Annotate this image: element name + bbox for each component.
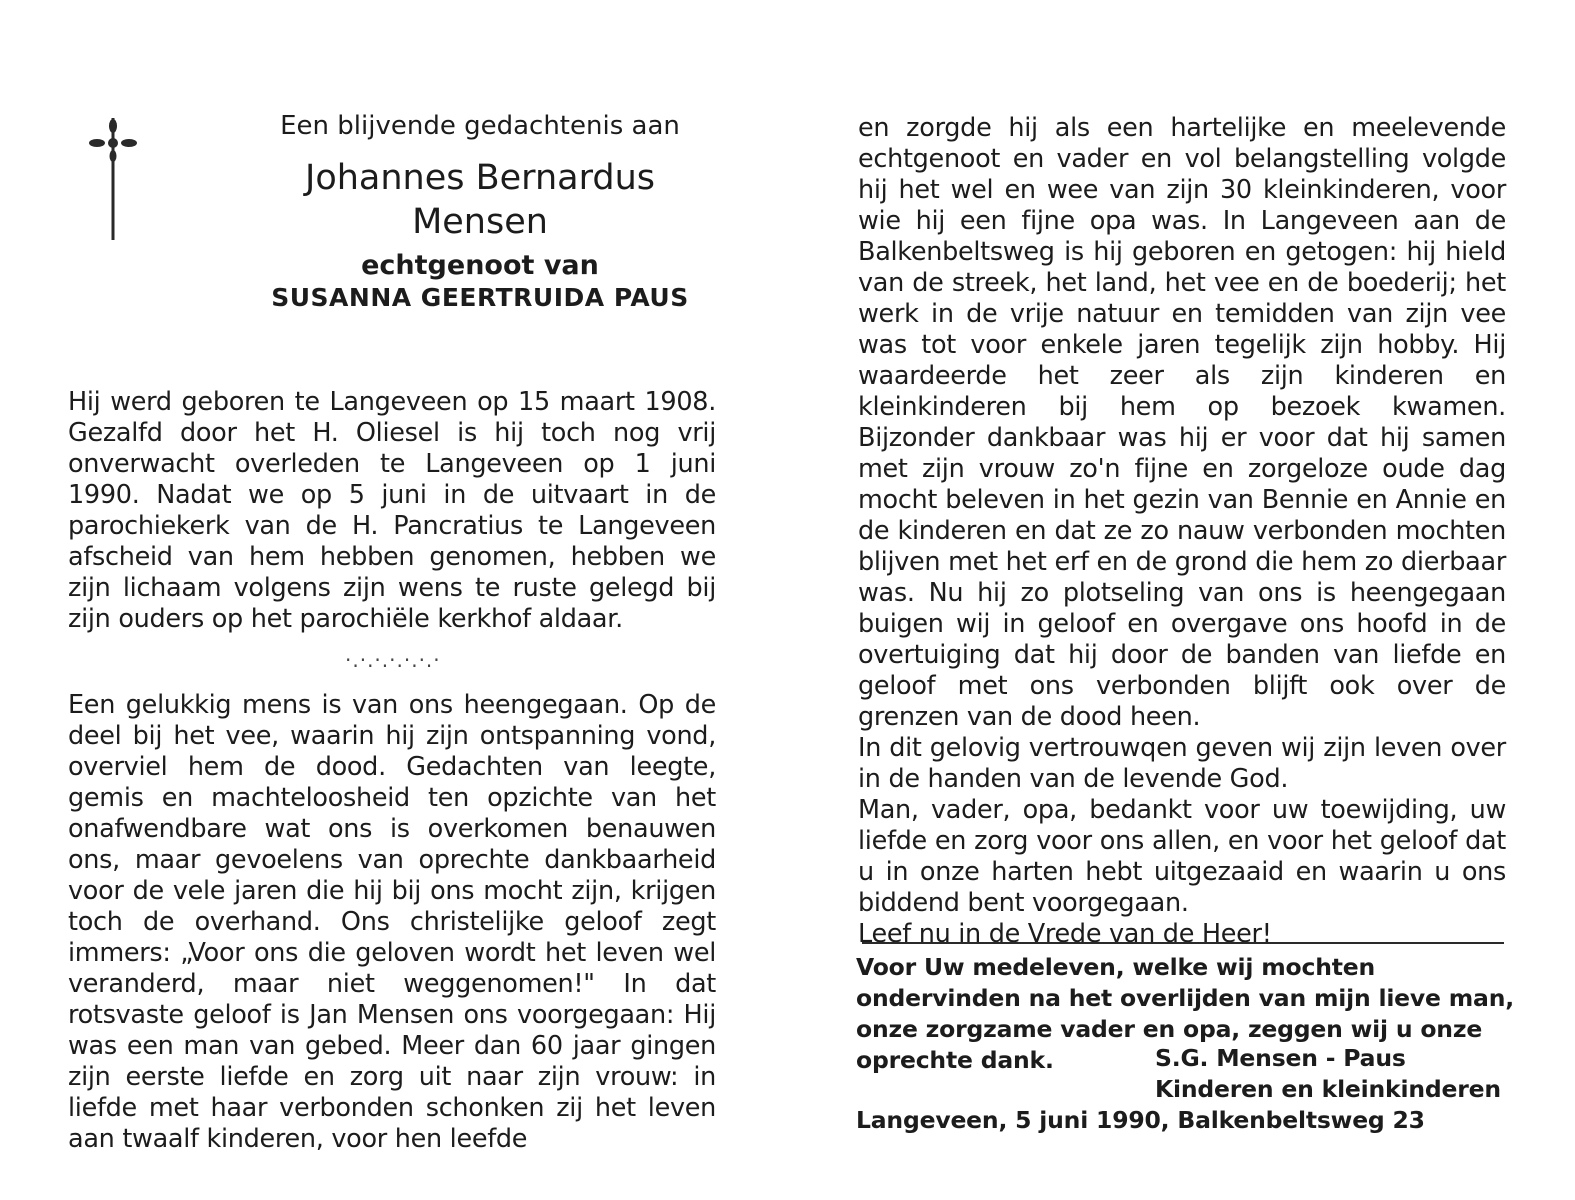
reflection-paragraph: Een gelukkig mens is van ons heengegaan. Op de deel bij het vee, waarin hij zijn ontspanning vond, overviel hem de dood. Gedachten van leegte, gemis en machteloosheid ten opzichte van het onafwendbare wat ons is overkomen benauwen ons, maar gevoelens van oprechte dankbaarheid voor de vele jaren die hij bij ons mocht zijn, krijgen toch de overhand. Ons christelijke geloof zegt immers: „Voor ons die geloven wordt het leven wel veranderd, maar niet weggenomen!" In dat rotsvaste geloof is Jan Mensen ons voorgegaan: Hij was een man van gebed. Meer dan 60 jaar gingen zijn eerste liefde en zorg uit naar zijn vrouw: in liefde met haar verbonden schonken zij het leven aan twaalf kinderen, voor hen leefde (68, 690, 716, 1154)
deceased-name-line1: Johannes Bernardus (305, 158, 655, 198)
divider-line (862, 942, 1504, 944)
spouse-label: echtgenoot van (361, 250, 599, 281)
intro-line: Een blijvende gedachtenis aan (280, 111, 680, 141)
dotted-separator: ·.·.·.·.·.·.· (345, 648, 441, 672)
cross-icon (88, 116, 138, 242)
continuation-paragraph: en zorgde hij als een hartelijke en meelevende echtgenoot en vader en vol belangstelling volgde hij het wel en wee van zijn 30 kleinkinderen, voor wie hij een fijne opa was. In Langeveen aan de Balkenbeltsweg is hij geboren en getogen: hij hield van de streek, het land, het vee en de boederij; het werk in de vrije natuur en temidden van zijn vee was tot voor enkele jaren tegelijk zijn hobby. Hij waardeerde het zeer als zijn kinderen en kleinkinderen bij hem op bezoek kwamen. Bijzonder dankbaar was hij er voor dat hij samen met zijn vrouw zo'n fijne en zorgeloze oude dag mocht beleven in het gezin van Bennie en Annie en de kinderen en dat ze zo nauw verbonden mochten blijven met het erf en de grond die hem zo dierbaar was. Nu hij zo plotseling van ons is heengegaan buigen wij in geloof en overgave ons hoofd in de overtuiging dat hij door de banden van liefde en geloof met ons verbonden blijft ook over de grenzen van de dood heen. (858, 113, 1506, 732)
spouse-name: SUSANNA GEERTRUIDA PAUS (271, 283, 689, 312)
farewell-line: Leef nu in de Vrede van de Heer! (858, 919, 1272, 949)
place-date-line: Langeveen, 5 juni 1990, Balkenbeltsweg 23 (856, 1106, 1425, 1134)
signature-line1: S.G. Mensen - Paus (1155, 1044, 1406, 1072)
heading-block (245, 106, 715, 314)
signature-line2: Kinderen en kleinkinderen (1155, 1075, 1501, 1103)
acknowledgement-text: Voor Uw medeleven, welke wij mochten ondervinden na het overlijden van mijn lieve man, onze zorgzame vader en opa, zeggen wij u onze oprechte dank. (856, 953, 1514, 1074)
signature-block (1155, 1043, 1555, 1105)
thanks-to-him-paragraph: Man, vader, opa, bedankt voor uw toewijding, uw liefde en zorg voor ons allen, en voor het geloof dat u in onze harten hebt uitgezaaid en waarin u ons biddend bent voorgegaan. (858, 795, 1506, 918)
trust-paragraph: In dit gelovig vertrouwqen geven wij zijn leven over in de handen van de levende God. (858, 733, 1506, 794)
biography-paragraph: Hij werd geboren te Langeveen op 15 maart 1908. Gezalfd door het H. Oliesel is hij toch nog vrij onverwacht overleden te Langeveen op 1 juni 1990. Nadat we op 5 juni in de uitvaart in de parochiekerk van de H. Pancratius te Langeveen afscheid van hem hebben genomen, hebben we zijn lichaam volgens zijn wens te ruste gelegd bij zijn ouders op het parochiële kerkhof aldaar. (68, 387, 716, 634)
right-column-text (858, 113, 1506, 950)
deceased-name-line2: Mensen (412, 202, 548, 242)
